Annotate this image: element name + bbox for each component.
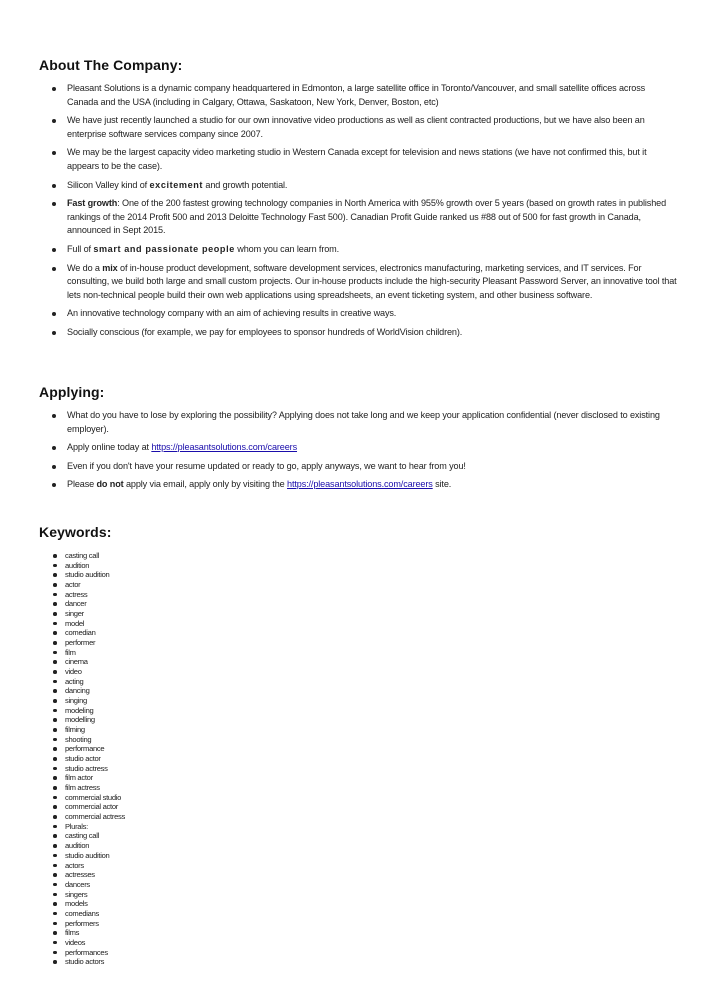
list-item: Even if you don't have your resume updated or ready to go, apply anyways, we want to hear from you! xyxy=(50,460,678,474)
keyword-item: film actor xyxy=(50,773,125,783)
keyword-item: dancers xyxy=(50,880,125,890)
keyword-item: studio actors xyxy=(50,957,125,967)
list-item: What do you have to lose by exploring the possibility? Applying does not take long and we keep your application confidential (never disclosed to existing employer). xyxy=(50,409,678,436)
keyword-item: actresses xyxy=(50,870,125,880)
keyword-item: commercial actress xyxy=(50,812,125,822)
keyword-item: audition xyxy=(50,841,125,851)
keyword-item: film actress xyxy=(50,783,125,793)
keyword-item: dancer xyxy=(50,599,125,609)
keyword-item: model xyxy=(50,619,125,629)
list-item: Apply online today at https://pleasantsolutions.com/careers xyxy=(50,441,678,455)
applying-heading: Applying: xyxy=(39,384,105,400)
keyword-item: actress xyxy=(50,590,125,600)
keyword-item: singers xyxy=(50,890,125,900)
keyword-item: comedian xyxy=(50,628,125,638)
keyword-item: audition xyxy=(50,561,125,571)
keyword-item: video xyxy=(50,667,125,677)
keyword-item: modeling xyxy=(50,706,125,716)
list-item: An innovative technology company with an aim of achieving results in creative ways. xyxy=(50,307,678,321)
keyword-item: modelling xyxy=(50,715,125,725)
list-item: Silicon Valley kind of excitement and growth potential. xyxy=(50,179,678,193)
list-item: Fast growth: One of the 200 fastest growing technology companies in North America with 955% growth over 5 years (based on growth rates in published rankings of the 2014 Profit 500 and 2013 Deloitte Technology Fast 500). Canadian Profit Guide ranked us #88 out of 500 for fast growth in Canada, announced in Sept 2015. xyxy=(50,197,678,238)
keyword-item: videos xyxy=(50,938,125,948)
list-item: Full of smart and passionate people whom you can learn from. xyxy=(50,243,678,257)
list-item: Socially conscious (for example, we pay for employees to sponsor hundreds of WorldVision children). xyxy=(50,326,678,340)
list-item: Please do not apply via email, apply only by visiting the https://pleasantsolutions.com/careers site. xyxy=(50,478,678,492)
keyword-item: Plurals: xyxy=(50,822,125,832)
keyword-item: performers xyxy=(50,919,125,929)
keywords-list xyxy=(50,551,125,967)
keyword-item: singing xyxy=(50,696,125,706)
about-heading: About The Company: xyxy=(39,57,183,73)
keyword-item: cinema xyxy=(50,657,125,667)
keyword-item: acting xyxy=(50,677,125,687)
keyword-item: studio actor xyxy=(50,754,125,764)
list-item: We may be the largest capacity video marketing studio in Western Canada except for television and news stations (we have not confirmed this, but it appears to be the case). xyxy=(50,146,678,173)
keyword-item: casting call xyxy=(50,831,125,841)
keyword-item: singer xyxy=(50,609,125,619)
keywords-heading: Keywords: xyxy=(39,524,112,540)
keyword-item: films xyxy=(50,928,125,938)
keyword-item: studio audition xyxy=(50,570,125,580)
keyword-item: commercial studio xyxy=(50,793,125,803)
about-list xyxy=(50,82,678,345)
keyword-item: shooting xyxy=(50,735,125,745)
keyword-item: comedians xyxy=(50,909,125,919)
keyword-item: models xyxy=(50,899,125,909)
applying-list xyxy=(50,409,678,497)
list-item: Pleasant Solutions is a dynamic company headquartered in Edmonton, a large satellite office in Toronto/Vancouver, and small satellite offices across Canada and the USA (including in Calgary, Ottawa, Saskatoon, New York, Denver, Boston, etc) xyxy=(50,82,678,109)
keyword-item: actors xyxy=(50,861,125,871)
careers-link[interactable]: https://pleasantsolutions.com/careers xyxy=(151,442,298,453)
keyword-item: film xyxy=(50,648,125,658)
keyword-item: performer xyxy=(50,638,125,648)
keyword-item: studio audition xyxy=(50,851,125,861)
keyword-item: performance xyxy=(50,744,125,754)
keyword-item: studio actress xyxy=(50,764,125,774)
keyword-item: performances xyxy=(50,948,125,958)
keyword-item: actor xyxy=(50,580,125,590)
keyword-item: casting call xyxy=(50,551,125,561)
list-item: We have just recently launched a studio for our own innovative video productions as well as client contracted productions, but we have also been an enterprise software services company since 2007. xyxy=(50,114,678,141)
keyword-item: commercial actor xyxy=(50,802,125,812)
keyword-item: filming xyxy=(50,725,125,735)
list-item: We do a mix of in-house product development, software development services, electronics manufacturing, marketing services, and IT services. For consulting, we build both large and small custom projects. Our in-house products include the high-security Pleasant Password Server, an innovative tool that lets non-technical people build their own web applications using spreadsheets, an event ticketing system, and other business software. xyxy=(50,262,678,303)
keyword-item: dancing xyxy=(50,686,125,696)
careers-link[interactable]: https://pleasantsolutions.com/careers xyxy=(287,479,433,490)
